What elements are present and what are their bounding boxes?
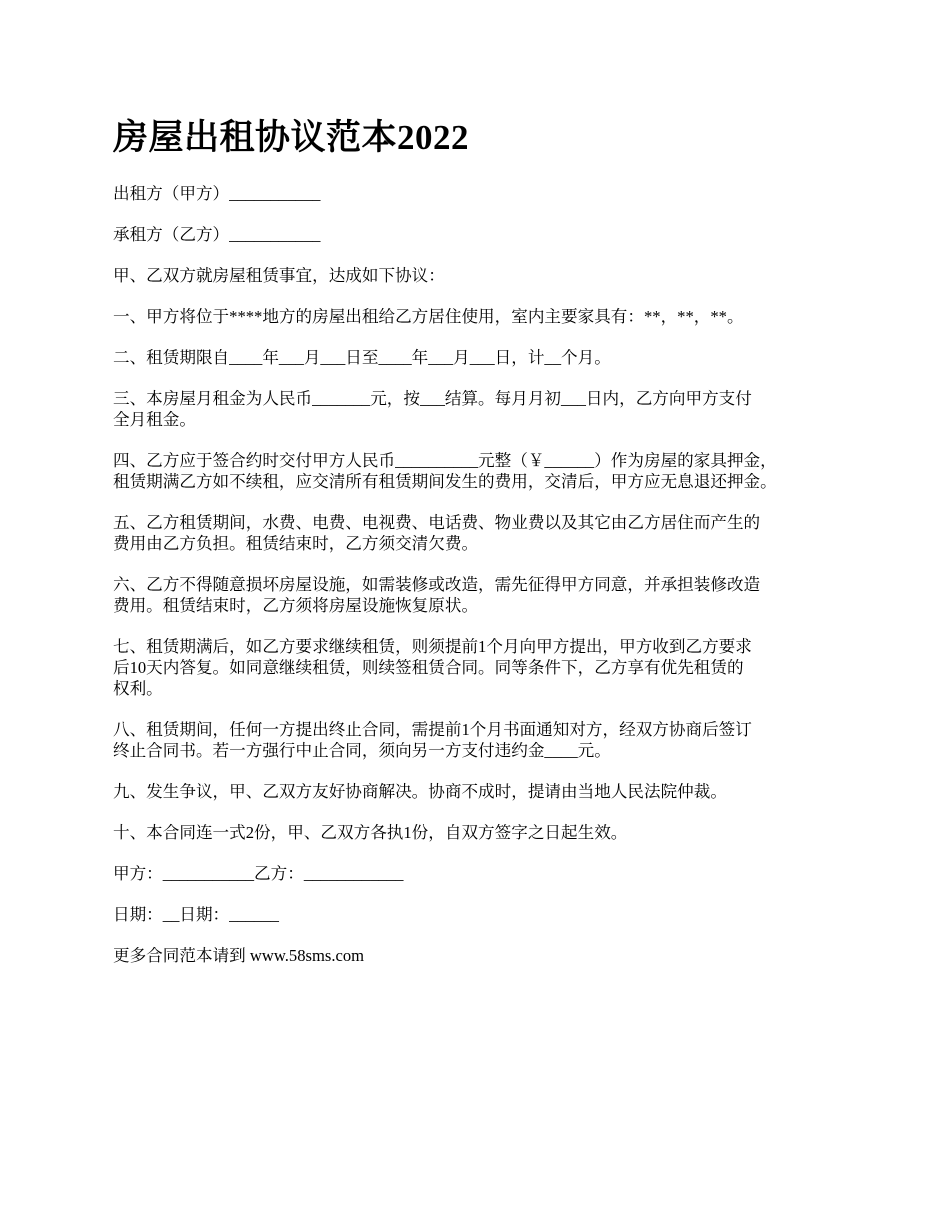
lessee-line: 承租方（乙方）___________ — [113, 225, 321, 244]
document-title: 房屋出租协议范本2022 — [113, 118, 470, 157]
clause-1: 一、甲方将位于****地方的房屋出租给乙方居住使用，室内主要家具有：**，**，**。 — [113, 307, 744, 326]
clause-4: 四、乙方应于签合约时交付甲方人民币__________元整（￥______）作为房屋的家具押金， 租赁期满乙方如不续租，应交清所有租赁期间发生的费用，交清后，甲方应无息退还押金。 — [113, 451, 777, 491]
date-line: 日期：__日期：______ — [113, 905, 279, 924]
clause-6: 六、乙方不得随意损坏房屋设施，如需装修或改造，需先征得甲方同意，并承担装修改造 费用。租赁结束时，乙方须将房屋设施恢复原状。 — [113, 575, 761, 615]
footer-note: 更多合同范本请到 www.58sms.com — [113, 946, 365, 965]
clause-5: 五、乙方租赁期间，水费、电费、电视费、电话费、物业费以及其它由乙方居住而产生的 费用由乙方负担。租赁结束时，乙方须交清欠费。 — [113, 513, 761, 553]
clause-8: 八、租赁期间，任何一方提出终止合同，需提前1个月书面通知对方，经双方协商后签订 终止合同书。若一方强行中止合同，须向另一方支付违约金____元。 — [113, 720, 752, 760]
document-page — [113, 112, 853, 986]
lessor-line: 出租方（甲方）___________ — [113, 184, 321, 203]
signature-line: 甲方：___________乙方：____________ — [113, 864, 404, 883]
clause-3: 三、本房屋月租金为人民币_______元，按___结算。每月月初___日内，乙方向甲方支付 全月租金。 — [113, 389, 752, 429]
clause-9: 九、发生争议，甲、乙双方友好协商解决。协商不成时，提请由当地人民法院仲裁。 — [113, 782, 727, 801]
agreement-intro: 甲、乙双方就房屋租赁事宜，达成如下协议： — [113, 266, 445, 285]
clause-10: 十、本合同连一式2份，甲、乙双方各执1份，自双方签字之日起生效。 — [113, 823, 628, 842]
clause-7: 七、租赁期满后，如乙方要求继续租赁，则须提前1个月向甲方提出，甲方收到乙方要求 后10天内答复。如同意继续租赁，则续签租赁合同。同等条件下，乙方享有优先租赁的 权利。 — [113, 637, 752, 698]
clause-2: 二、租赁期限自____年___月___日至____年___月___日，计__个月。 — [113, 348, 611, 367]
